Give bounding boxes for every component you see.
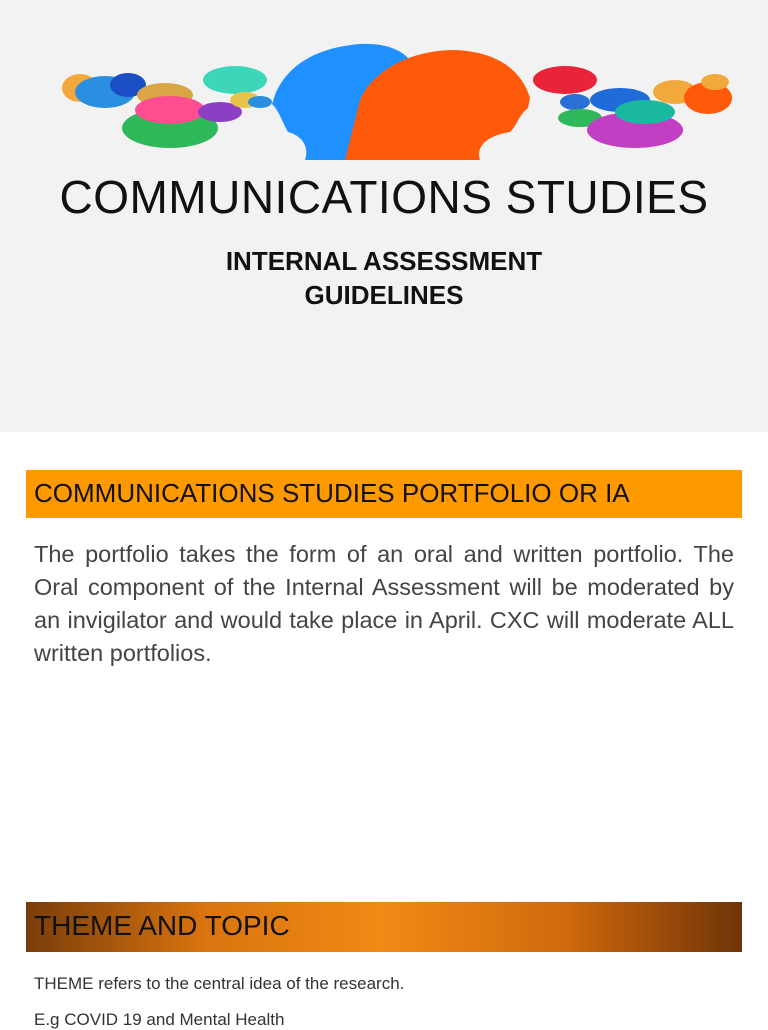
communication-heads-graphic	[60, 40, 732, 165]
page-title: COMMUNICATIONS STUDIES	[59, 171, 709, 223]
theme-example: E.g COVID 19 and Mental Health	[34, 1010, 285, 1029]
portfolio-slide	[0, 432, 768, 864]
section-heading-bar	[26, 470, 742, 518]
subtitle-line-2: GUIDELINES	[304, 280, 464, 310]
portfolio-paragraph: The portfolio takes the form of an oral and written portfolio. The Oral component of the Internal Assessment will be moderated by an invigilator and would take place in April. CXC will moderate ALL written portfolios.	[34, 541, 734, 666]
theme-definition: THEME refers to the central idea of the research.	[34, 974, 405, 993]
theme-heading-bar	[26, 902, 742, 952]
subtitle-line-1: INTERNAL ASSESSMENT	[225, 246, 543, 276]
subtitle	[0, 244, 768, 312]
theme-heading: THEME AND TOPIC	[34, 910, 290, 941]
section-heading: COMMUNICATIONS STUDIES PORTFOLIO OR IA	[34, 478, 630, 508]
theme-topic-slide	[0, 864, 768, 1029]
title-slide	[0, 0, 768, 432]
